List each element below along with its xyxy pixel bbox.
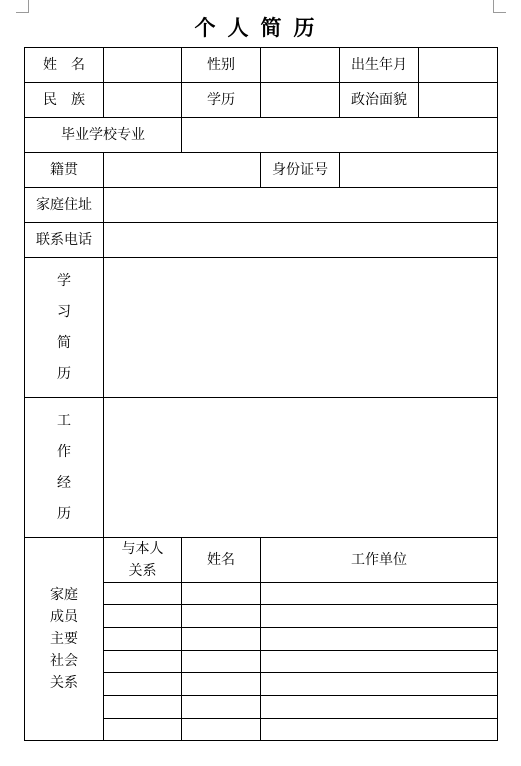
study-history-char: 学 [57, 273, 71, 290]
work-history-char: 工 [57, 413, 71, 430]
family-name-cell[interactable] [182, 673, 261, 696]
native-place-field[interactable] [104, 153, 261, 188]
family-relation-cell[interactable] [104, 673, 182, 696]
family-work-unit-cell[interactable] [261, 696, 498, 719]
study-history-char: 历 [57, 365, 71, 382]
family-name-column-header: 姓名 [182, 538, 261, 583]
family-work-unit-cell[interactable] [261, 651, 498, 673]
political-status-label: 政治面貌 [340, 83, 419, 118]
family-work-unit-cell[interactable] [261, 605, 498, 628]
family-relation-cell[interactable] [104, 583, 182, 605]
family-name-cell[interactable] [182, 696, 261, 719]
education-field[interactable] [261, 83, 340, 118]
gender-label: 性别 [182, 48, 261, 83]
name-label: 姓名 [25, 48, 104, 83]
home-address-label: 家庭住址 [25, 188, 104, 223]
family-name-cell[interactable] [182, 605, 261, 628]
name-field[interactable] [104, 48, 182, 83]
phone-field[interactable] [104, 223, 498, 258]
page-corner-mark-left [16, 0, 29, 13]
row-home-address [25, 188, 498, 223]
study-history-char: 简 [57, 334, 71, 351]
family-work-unit-cell[interactable] [261, 719, 498, 741]
ethnicity-label: 民族 [25, 83, 104, 118]
family-work-unit-cell[interactable] [261, 583, 498, 605]
family-name-cell[interactable] [182, 628, 261, 651]
study-history-field[interactable] [104, 258, 498, 398]
relation-column-header: 与本人 关系 [104, 538, 182, 583]
birth-field[interactable] [419, 48, 498, 83]
work-history-char: 历 [57, 505, 71, 522]
family-work-unit-cell[interactable] [261, 628, 498, 651]
row-school-major [25, 118, 498, 153]
page-corner-mark-right [493, 0, 506, 13]
row-work-history [25, 398, 498, 538]
family-relations-label: 家庭 成员 主要 社会 关系 [25, 538, 104, 741]
family-work-unit-cell[interactable] [261, 673, 498, 696]
birth-label: 出生年月 [340, 48, 419, 83]
work-history-label [25, 398, 104, 538]
id-number-label: 身份证号 [261, 153, 340, 188]
family-header-row [25, 538, 498, 583]
row-native-place-id [25, 153, 498, 188]
family-relation-cell[interactable] [104, 651, 182, 673]
row-name-gender-birth [25, 48, 498, 83]
family-name-cell[interactable] [182, 719, 261, 741]
school-major-label: 毕业学校专业 [25, 118, 182, 153]
row-study-history [25, 258, 498, 398]
education-label: 学历 [182, 83, 261, 118]
row-phone [25, 223, 498, 258]
family-name-cell[interactable] [182, 651, 261, 673]
work-history-field[interactable] [104, 398, 498, 538]
family-relation-cell[interactable] [104, 605, 182, 628]
work-history-char: 作 [57, 444, 71, 461]
gender-field[interactable] [261, 48, 340, 83]
study-history-label [25, 258, 104, 398]
resume-title: 个人简历 [194, 15, 327, 40]
ethnicity-field[interactable] [104, 83, 182, 118]
school-major-field[interactable] [182, 118, 498, 153]
id-number-field[interactable] [340, 153, 498, 188]
home-address-field[interactable] [104, 188, 498, 223]
study-history-char: 习 [57, 304, 71, 321]
family-name-cell[interactable] [182, 583, 261, 605]
native-place-label: 籍贯 [25, 153, 104, 188]
political-status-field[interactable] [419, 83, 498, 118]
row-ethnicity-education-political [25, 83, 498, 118]
family-relation-cell[interactable] [104, 628, 182, 651]
family-relation-cell[interactable] [104, 719, 182, 741]
family-relation-cell[interactable] [104, 696, 182, 719]
work-unit-column-header: 工作单位 [261, 538, 498, 583]
phone-label: 联系电话 [25, 223, 104, 258]
resume-form-table [24, 47, 498, 741]
work-history-char: 经 [57, 474, 71, 491]
